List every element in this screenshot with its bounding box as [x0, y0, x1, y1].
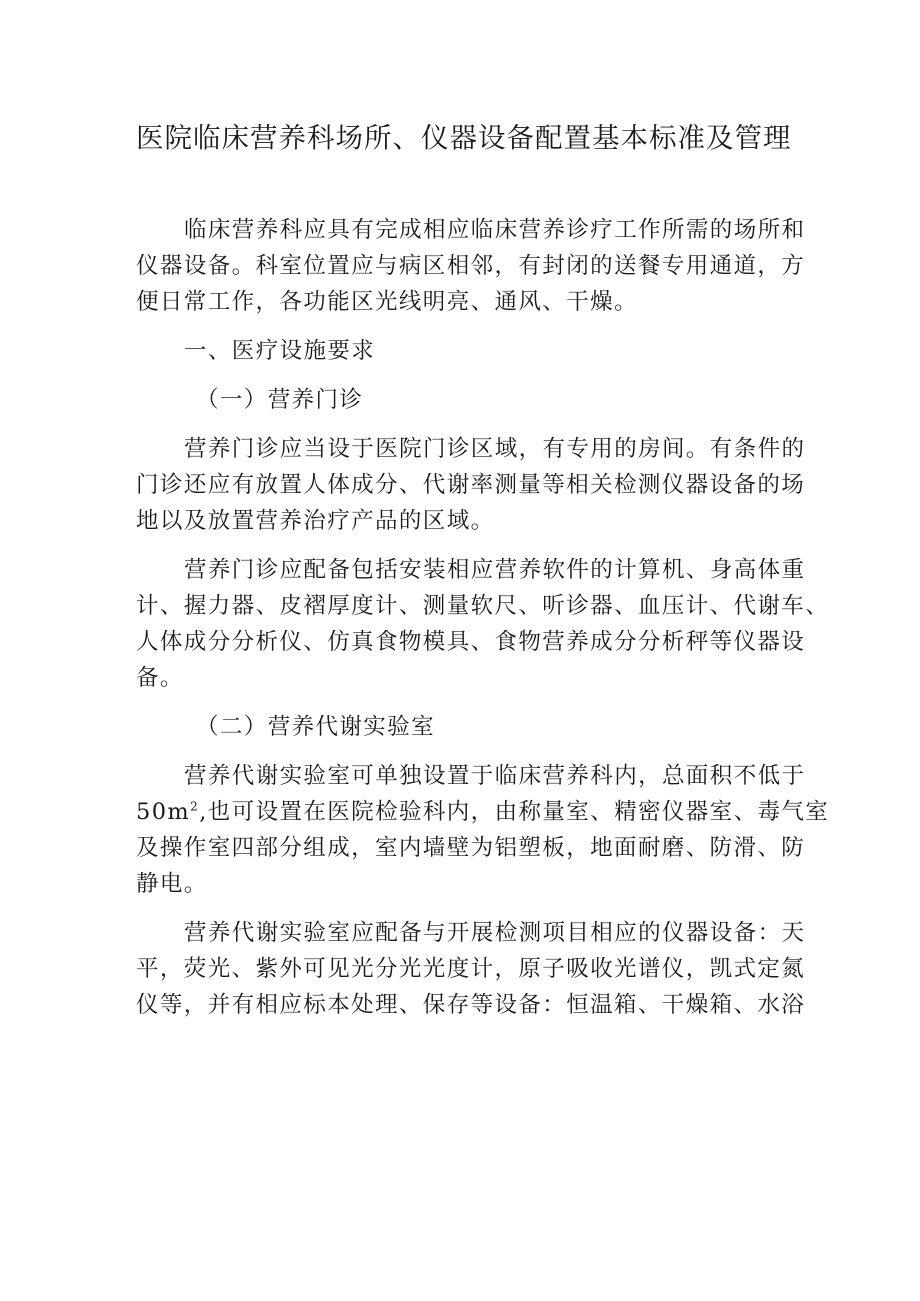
text-line: 营养代谢实验室可单独设置于临床营养科内，总面积不低于: [184, 763, 806, 789]
text-line: 人体成分分析仪、仿真食物模具、食物营养成分分析秤等仪器设: [136, 629, 806, 655]
document-title: 医院临床营养科场所、仪器设备配置基本标准及管理: [136, 122, 792, 154]
text-line: 静电。: [136, 871, 208, 897]
text-line: 计、握力器、皮褶厚度计、测量软尺、听诊器、血压计、代谢车、: [136, 593, 830, 619]
area-value: 50m: [136, 799, 191, 825]
text-line: 门诊还应有放置人体成分、代谢率测量等相关检测仪器设备的场: [136, 472, 806, 498]
section-heading: 一、医疗设施要求: [184, 338, 376, 364]
text-line: 营养门诊应当设于医院门诊区域，有专用的房间。有条件的: [184, 436, 806, 462]
text-line: 平，荧光、紫外可见光分光光度计，原子吸收光谱仪，凯式定氮: [136, 956, 806, 982]
text-line: 备。: [136, 665, 184, 691]
intro-paragraph: [136, 212, 806, 320]
text-line: 地以及放置营养治疗产品的区域。: [136, 508, 495, 534]
area-unit-superscript: 2: [190, 799, 200, 814]
outpatient-location-paragraph: [136, 431, 806, 539]
text-line: 临床营养科应具有完成相应临床营养诊疗工作所需的场所和: [184, 217, 806, 243]
lab-location-paragraph: [136, 758, 830, 902]
document-body: [136, 212, 830, 1023]
text-line: [136, 794, 830, 830]
text-line: 仪等，并有相应标本处理、保存等设备：恒温箱、干燥箱、水浴: [136, 992, 806, 1018]
text-line-rest: ,也可设置在医院检验科内，由称量室、精密仪器室、毒气室: [199, 799, 830, 825]
text-line: 营养门诊应配备包括安装相应营养软件的计算机、身高体重: [184, 557, 806, 583]
text-line: 便日常工作，各功能区光线明亮、通风、干燥。: [136, 289, 638, 315]
outpatient-equipment-paragraph: [136, 552, 830, 696]
lab-equipment-paragraph: [136, 915, 806, 1023]
text-line: 及操作室四部分组成，室内墙壁为铝塑板，地面耐磨、防滑、防: [136, 835, 806, 861]
subsection-heading: （二）营养代谢实验室: [196, 714, 436, 740]
text-line: 营养代谢实验室应配备与开展检测项目相应的仪器设备：天: [184, 920, 806, 946]
text-line: 仪器设备。科室位置应与病区相邻，有封闭的送餐专用通道，方: [136, 253, 806, 279]
subsection-heading: （一）营养门诊: [196, 387, 364, 413]
